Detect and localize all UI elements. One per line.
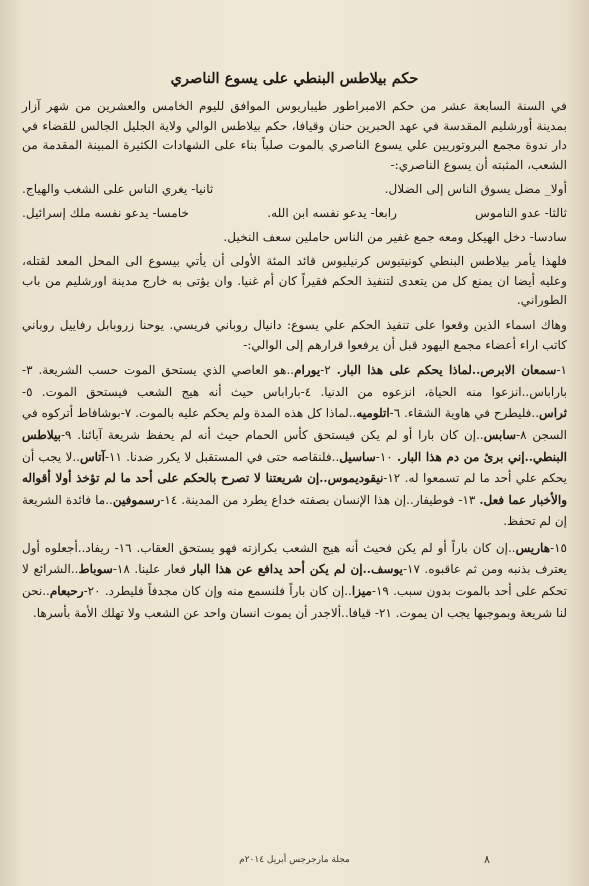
charge-second: ثانيا- يغري الناس على الشغب والهياج. — [22, 182, 214, 197]
verdict-text: ..إن كان بارا أو لم يكن فيستحق كأس الحمام حيث أنه لم يحفظ شريعة آبائنا. ٩- — [60, 427, 484, 442]
verdict-text: ..نحن لنا شريعة وبموجبها يجب ان يموت. ٢١- قيافا..ألاجدر أن يموت انسان واحد عن الشعب ولا تهلك الأمة بأسرها. — [22, 584, 567, 620]
witnesses-paragraph: وهاك اسماء الذين وقعوا على تنفيذ الحكم علي يسوع: دانيال روباني فريسي. يوحنا زروبابل رفاييل روباني كاتب اراء أعضاء مجمع اليهود قبل أن يرفعوا قرارهم إلى الوالي:- — [22, 317, 567, 352]
verdicts-paragraph-1 — [22, 360, 567, 533]
verdict-text: ٢- — [320, 363, 337, 378]
document-body — [22, 97, 567, 629]
verdict-name: سابس — [483, 427, 517, 442]
verdict-text: ..إن كان باراً أو لم يكن فحيث أنه هيج الشعب بكرازته فهو يستحق العقاب. ١٦- ريفاد..أجعلوه أول يعترف بذنبه ومن ثم عاقبوه. ١٧- — [22, 540, 567, 577]
charges-row-2 — [22, 204, 567, 224]
intro-paragraph: في السنة السابعة عشر من حكم الامبراطور طيباريوس الموافق لليوم الخامس والعشرين من شهر آزار بمدينة أورشليم المقدسة في عهد الحبرين حنان وقيافا، حكم بيلاطس الوالي ولاية الجليل الجالس للقضاء في دار ندوة مجمع البروتوريين علي يسوع الناصري بالموت صلباً بناء على الشهادات الكثيرة المبينة المقدمة من الشعب، المثبته أن يسوع الناصري:- — [22, 99, 567, 172]
verdict-text: ١٠- — [375, 449, 397, 464]
footer-caption: مجلة مارجرجس أبريل ٢٠١٤م — [239, 855, 350, 865]
verdict-text: ..لا يجب أن يحكم علي أحد ما لم تسمعوا له. ١٢- — [22, 449, 567, 486]
verdict-text: ..إن كان باراً فلنسمع منه وإن كان مجدفاً فليطرد. ٢٠- — [83, 584, 352, 599]
verdict-text: ..هو العاصي الذي يستحق الموت حسب الشريعة. ٣- باراباس..انزعوا منه الحياة، انزعوه من الدنيا. ٤-باراباس حيث أنه هيج الشعب فيستحق الموت. ٥- — [22, 363, 568, 399]
charge-third: ثالثا- عدو الناموس — [475, 205, 567, 220]
verdict-name: سمعان الابرص..لماذا يحكم على هذا البار. — [336, 363, 557, 378]
verdict-text: ١- — [556, 363, 567, 378]
charge-sixth: سادسا- دخل الهيكل ومعه جمع غفير من الناس حاملين سعف النخيل. — [223, 229, 567, 244]
verdict-name: آتاس — [79, 449, 105, 464]
verdict-name: يورام — [294, 363, 321, 378]
page-title: حكم بيلاطس البنطي على يسوع الناصري — [170, 70, 419, 87]
verdict-name: رحبعام — [49, 584, 84, 599]
verdict-name: ساسيل — [339, 449, 376, 464]
verdict-text: ..فلنقاصه حتى في المستقبل لا يكرر ضدنا. ١١- — [104, 449, 340, 464]
verdict-text: ..فليطرح في هاوية الشقاء. ٦- — [389, 406, 540, 421]
charge-first: أولا_ مضل يسوق الناس إلى الضلال. — [384, 182, 567, 197]
verdict-text: ..الشرائع لا تحكم على أحد بالموت بدون سبب. ١٩- — [22, 562, 567, 599]
verdict-name: ميزا — [351, 584, 372, 599]
verdict-name: رسموفين — [112, 492, 161, 507]
verdict-name: هاريس — [515, 540, 551, 555]
verdict-name: ثراس — [539, 406, 567, 421]
verdict-name: اتلوميه — [356, 406, 390, 421]
verdict-name: بيلاطس البنطي..إني برئ من دم هذا البار. — [22, 427, 567, 464]
page-number: ٨ — [484, 853, 490, 866]
verdicts-paragraph-2 — [22, 538, 567, 624]
charges-row-1 — [22, 180, 567, 200]
verdict-text: ١٣- فوطيفار..إن هذا الإنسان بصفته خداع يطرد من المدينة. ١٤- — [160, 492, 480, 507]
verdict-name: نيقوديموس..إن شريعتنا لا تصرح بالحكم على أحد ما لم تؤخذ أولا أقواله والأخبار عما فعل. — [22, 471, 567, 507]
order-paragraph: فلهذا يأمر بيلاطس البنطي كونيتيوس كرنيليوس قائد المئة الأولى أن يأتي بيسوع الى المحل المعد لقتله، وعليه أيضا ان يمنع كل من يتعدى لتنفيذ الحكم فقيراً كان أم غنيا. وان يؤتى به خارج مدينة اورشليم من باب الطوراني. — [22, 254, 567, 308]
verdict-name: يوسف..إن لم يكن أحد يدافع عن هذا البار — [190, 562, 403, 577]
verdict-text: فعار علينا. ١٨- — [112, 562, 191, 577]
charge-fourth: رابعا- يدعو نفسه ابن الله. — [267, 205, 397, 220]
verdict-text: ١٥- — [550, 540, 567, 555]
verdict-name: سوباط — [78, 562, 113, 577]
verdict-text: ..ما فائدة الشريعة إن لم تحفظ. — [22, 492, 567, 529]
verdict-text: ..لماذا كل هذه المدة ولم يحكم عليه بالموت. ٧-بوشافاط أتركوه في السجن ٨- — [22, 406, 567, 442]
charge-fifth: خامسا- يدعو نفسه ملك إسرائيل. — [22, 205, 190, 220]
